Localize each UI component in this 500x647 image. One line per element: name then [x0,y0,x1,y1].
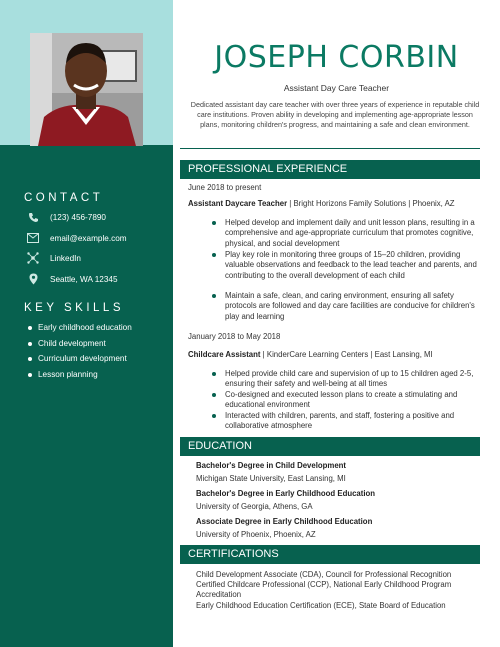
contact-email [26,232,127,244]
certifications-heading: CERTIFICATIONS [180,545,480,563]
location-text: Seattle, WA 12345 [50,274,118,284]
section-rule [180,178,480,179]
contact-linkedin [26,252,81,264]
skill-item: Early childhood education [38,323,132,332]
job-role: Childcare Assistant [188,350,261,359]
certification: Child Development Associate (CDA), Council for Professional Recognition [196,570,452,579]
job-dates: June 2018 to present [188,183,262,192]
job-bullet: Maintain a safe, clean, and caring environment, ensuring all safety protocols are followed and day care facilities are conducive for children's play and learning [225,291,480,322]
location-icon [26,273,40,285]
job-bullet: Interacted with children, parents, and staff, fostering a positive and collaborative atmosphere [225,411,480,432]
skill-item: Child development [38,339,106,348]
skill-item: Lesson planning [38,370,98,379]
degree: Bachelor's Degree in Early Childhood Education [196,489,376,498]
contact-heading: CONTACT [24,192,104,204]
key-skills-heading: KEY SKILLS [24,302,124,314]
candidate-name: JOSEPH CORBIN [214,40,459,75]
contact-location [26,273,118,285]
email-icon [26,232,40,244]
job-bullet: Co-designed and executed lesson plans to create a stimulating and educational environment [225,390,480,411]
profile-photo [30,33,143,146]
job-bullet: Helped develop and implement daily and unit lesson plans, resulting in a comprehensive and age-appropriate curriculum that promotes cognitive, physical, and social development [225,218,480,249]
experience-heading: PROFESSIONAL EXPERIENCE [180,160,480,178]
degree: Associate Degree in Early Childhood Education [196,517,373,526]
job-heading [188,350,433,359]
job-org: | Bright Horizons Family Solutions | Phoenix, AZ [287,199,455,208]
section-rule [180,455,480,456]
phone-icon [26,211,40,223]
section-rule [180,148,480,149]
school: Michigan State University, East Lansing, MI [196,474,346,483]
phone-text: (123) 456-7890 [50,212,106,222]
job-role: Assistant Daycare Teacher [188,199,288,208]
section-rule [180,563,480,564]
job-org: | KinderCare Learning Centers | East Lansing, MI [260,350,433,359]
education-heading: EDUCATION [180,437,480,455]
school: University of Georgia, Athens, GA [196,502,313,511]
skill-item: Curriculum development [38,354,127,363]
degree: Bachelor's Degree in Child Development [196,461,347,470]
email-text[interactable]: email@example.com [50,233,127,243]
linkedin-text[interactable]: LinkedIn [50,253,81,263]
contact-phone [26,211,106,223]
certification: Certified Childcare Professional (CCP), National Early Childhood Program Accreditation [196,580,452,600]
job-heading [188,199,455,208]
job-title: Assistant Day Care Teacher [283,83,390,93]
network-icon [26,252,40,264]
school: University of Phoenix, Phoenix, AZ [196,530,316,539]
summary: Dedicated assistant day care teacher with over three years of experience in reputable child care institutions. Proven ability in developing and implementing age-appropriate lesson plans, monitoring children's progress, and maintaining a safe and clean environment. [190,100,480,130]
job-bullet: Helped provide child care and supervision of up to 15 children aged 2-5, ensuring their safety and well-being at all times [225,369,480,390]
job-dates: January 2018 to May 2018 [188,332,281,341]
certification: Early Childhood Education Certification (ECE), State Board of Education [196,601,446,610]
job-bullet: Play key role in monitoring three groups of 15–20 children, providing valuable observations and feedback to the lead teacher and parents, and contributing to the overall development of each child [225,250,480,281]
